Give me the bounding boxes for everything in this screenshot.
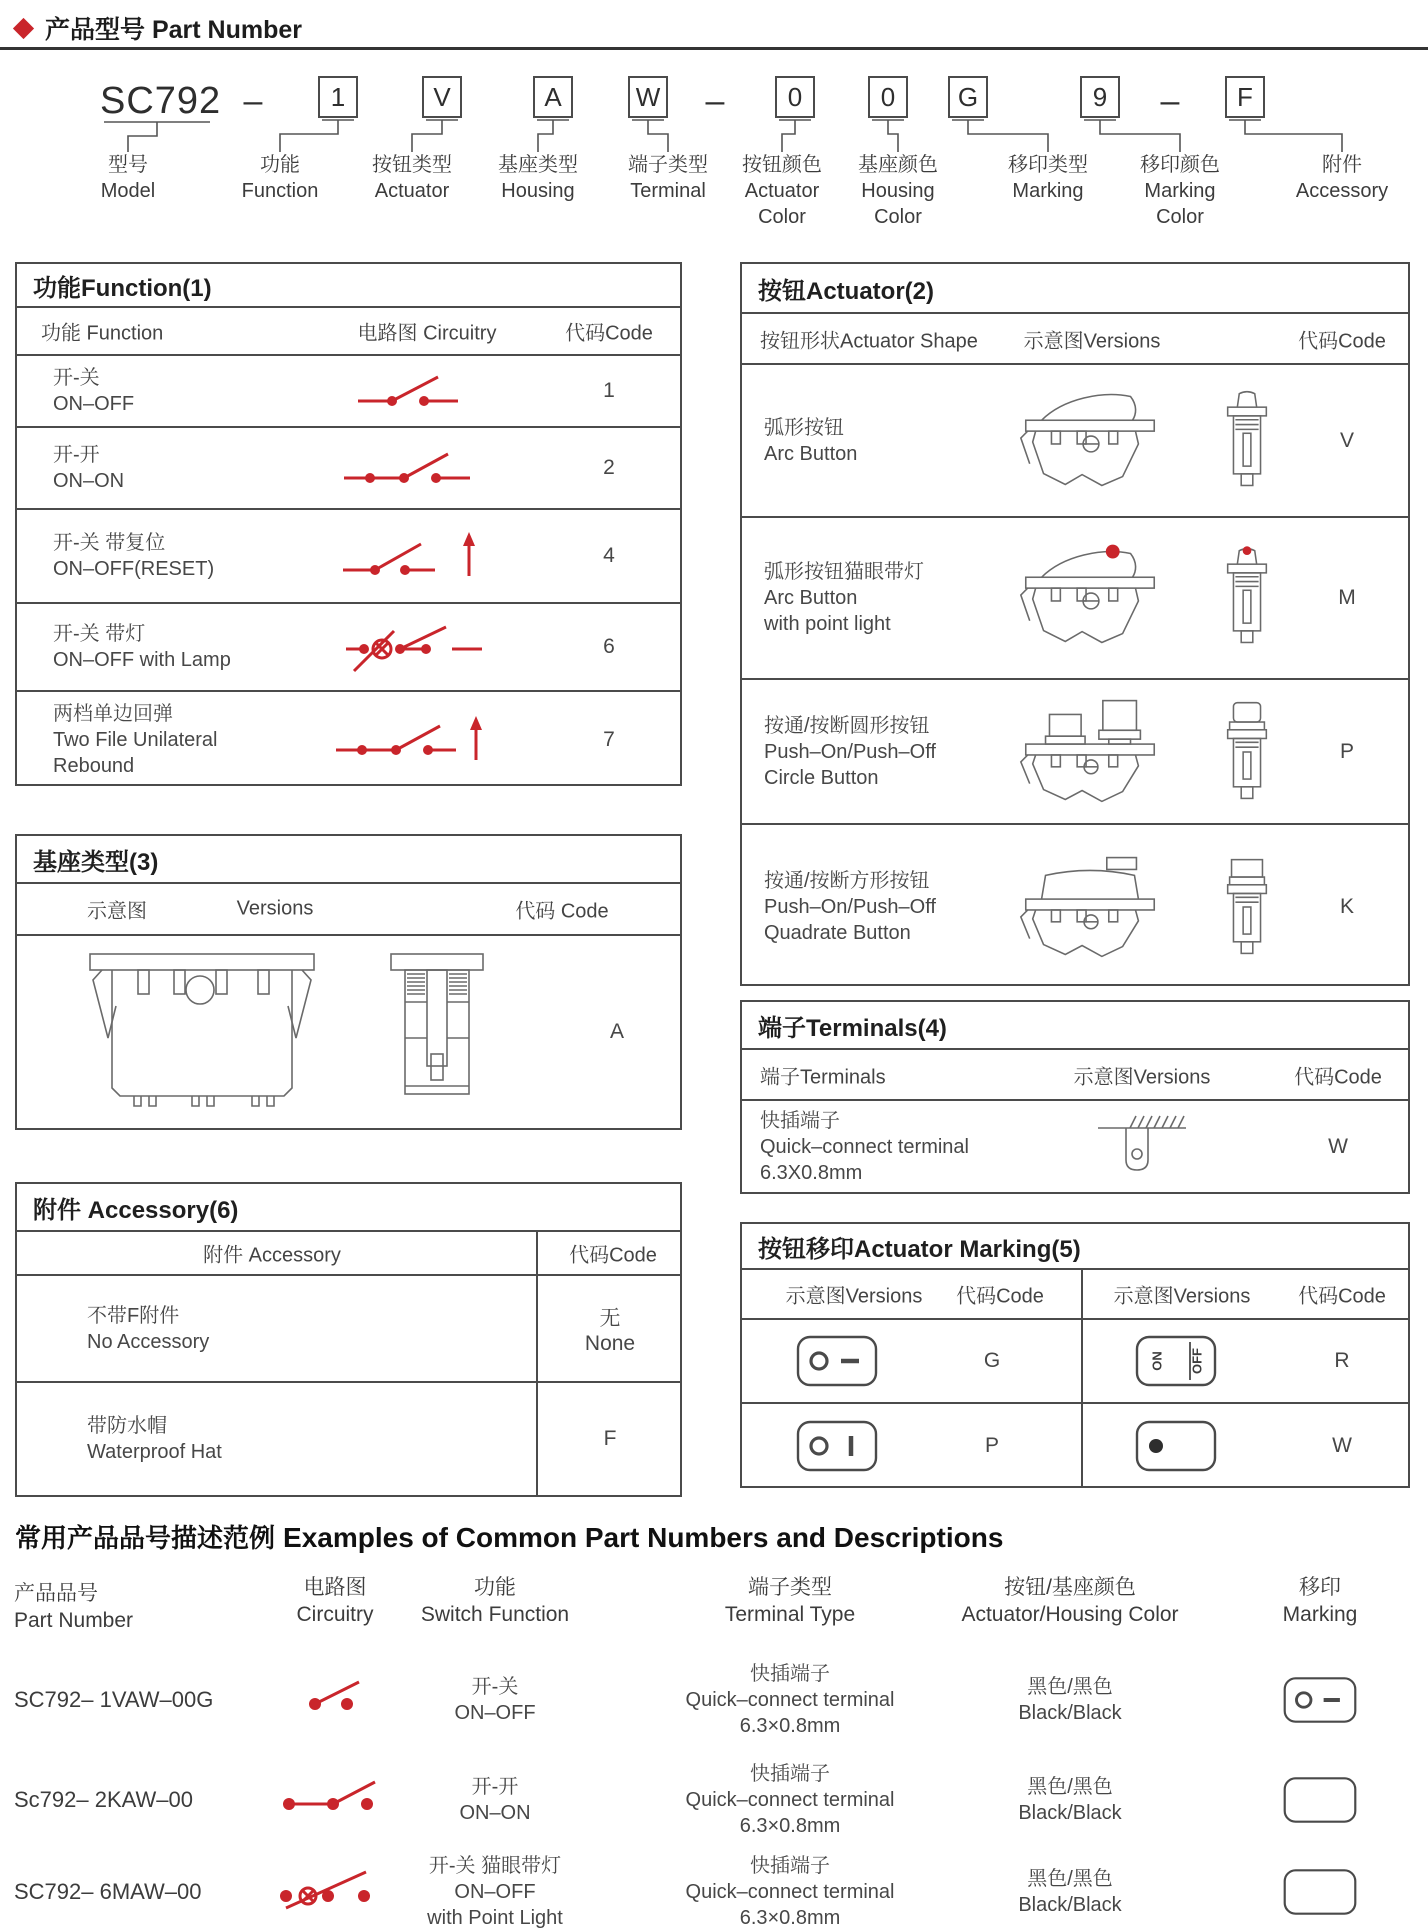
diamond-icon xyxy=(13,17,34,38)
function-table xyxy=(15,262,682,786)
circuit-on-on-icon xyxy=(275,1772,395,1816)
circuit-on-off-lamp-icon xyxy=(270,1862,400,1914)
example-part-number: SC792– 1VAW–00G xyxy=(14,1687,214,1712)
pn-label-housing-color: 基座颜色 Housing Color xyxy=(858,154,938,228)
pn-dash: – xyxy=(1160,82,1180,120)
pn-code-function: 1 xyxy=(318,76,358,118)
housing-side-view-icon xyxy=(381,946,493,1118)
accessory-row-waterproof: 带防水帽 Waterproof Hat F xyxy=(17,1383,680,1495)
example-part-number: SC792– 6MAW–00 xyxy=(14,1879,202,1904)
marking-row-2: P W xyxy=(742,1404,1408,1488)
housing-front-view-icon xyxy=(76,946,328,1118)
housing-table-title: 基座类型(3) xyxy=(17,836,680,884)
col-versions: 示意图Versions xyxy=(785,1285,923,1308)
circuit-on-off-icon xyxy=(354,370,480,412)
function-table-title: 功能Function(1) xyxy=(17,264,680,308)
marking-on-off-icon xyxy=(1134,1334,1218,1388)
col-code: 代码Code xyxy=(565,322,653,345)
marking-dot-icon xyxy=(1134,1419,1218,1473)
accessory-table xyxy=(15,1182,682,1497)
marking-circle-dash-icon xyxy=(1282,1675,1358,1725)
svg-text:ON: ON xyxy=(1149,1351,1165,1371)
page-header xyxy=(16,10,302,46)
ex-col-part-number: 产品品号 Part Number xyxy=(14,1582,134,1632)
push-button-side-view-icon xyxy=(1006,696,1174,808)
housing-row xyxy=(17,936,680,1128)
pn-code-marking: G xyxy=(948,76,988,118)
circuit-on-on-icon xyxy=(342,446,492,490)
marking-circle-dash-icon xyxy=(795,1334,879,1388)
col-circuitry: 电路图 Circuitry xyxy=(357,322,497,345)
pn-label-function: 功能 Function xyxy=(241,154,319,202)
col-versions-en: Versions xyxy=(236,897,314,920)
pn-label-model: 型号 Model xyxy=(100,154,156,202)
actuator-table-title: 按钮Actuator(2) xyxy=(742,264,1408,314)
rocker-front-view-light-icon xyxy=(1218,544,1276,652)
housing-code: A xyxy=(609,1020,625,1043)
col-versions-zh: 示意图 xyxy=(87,900,147,923)
pn-code-accessory: F xyxy=(1225,76,1265,118)
terminal-row: 快插端子 Quick–connect terminal 6.3X0.8mm W xyxy=(760,1109,1348,1184)
housing-table xyxy=(15,834,682,1130)
terminal-code: W xyxy=(1328,1134,1348,1158)
actuator-row-quadrate-button: 按通/按断方形按钮 Push–On/Push–Off Quadrate Button K xyxy=(742,825,1408,988)
marking-row-1: G ON OFF R xyxy=(742,1320,1408,1404)
examples-table: 产品品号 Part Number 电路图 Circuitry 功能 Switch Function 端子类型 Terminal Type 按钮/基座颜色 Actuator/Housing Color 移印 Marking SC792– 1VAW–00G 开-关 ON–OFF 快插端子 Quick–connect terminal 6.3×0.8mm 黑色/黑色 Black/Black Sc792– 2KAW–00 开-开 ON–ON 快插端子 Quick–connect terminal 6.3×0.8mm 黑色/黑色 Black/Black SC792– 6MAW–00 开-关 猫眼带灯 ON–OFF with Point Light 快插端子 Quick–connect terminal 6.3×0.8mm 黑色/黑色 Black/Black xyxy=(14,1576,1358,1929)
svg-text:OFF: OFF xyxy=(1189,1348,1205,1374)
quadrate-button-front-view-icon xyxy=(1218,853,1276,961)
pn-dash: – xyxy=(705,82,725,120)
push-button-front-view-icon xyxy=(1218,698,1276,806)
col-code: 代码 Code xyxy=(515,900,609,923)
quadrate-button-side-view-icon xyxy=(1006,851,1174,963)
col-code: 代码Code xyxy=(569,1244,657,1267)
ex-col-circuitry: 电路图 Circuitry xyxy=(296,1576,374,1626)
col-versions: 示意图Versions xyxy=(1073,1066,1211,1088)
function-row-rebound: 两档单边回弹 Two File Unilateral Rebound 7 xyxy=(53,703,615,777)
pn-code-marking-color: 9 xyxy=(1080,76,1120,118)
rocker-side-view-light-icon xyxy=(1006,543,1174,653)
pn-code-housing: A xyxy=(533,76,573,118)
pn-label-marking-color: 移印颜色 Marking Color xyxy=(1140,154,1220,228)
example-part-number: Sc792– 2KAW–00 xyxy=(14,1787,193,1812)
actuator-table xyxy=(740,262,1410,986)
pn-model: SC792 xyxy=(100,80,222,122)
terminals-table-title: 端子Terminals(4) xyxy=(742,1002,1408,1050)
marking-blank-icon xyxy=(1282,1775,1358,1825)
ex-col-switch-function: 功能 Switch Function xyxy=(420,1576,570,1626)
function-row-on-on: 开-开 ON–ON 2 xyxy=(17,428,680,510)
pn-label-accessory: 附件 Accessory xyxy=(1295,154,1389,202)
col-versions: 示意图Versions xyxy=(1113,1285,1251,1308)
ex-col-marking: 移印 Marking xyxy=(1282,1576,1358,1626)
actuator-row-arc: 弧形按钮 Arc Button V xyxy=(742,365,1408,518)
pn-label-marking: 移印类型 Marking xyxy=(1008,154,1088,202)
pn-label-terminal: 端子类型 Terminal xyxy=(628,154,708,202)
examples-title: 常用产品品号描述范例 Examples of Common Part Numbers and Descriptions xyxy=(15,1522,1004,1553)
col-code: 代码Code xyxy=(956,1285,1044,1308)
col-terminals: 端子Terminals xyxy=(760,1066,886,1088)
pn-label-housing: 基座类型 Housing xyxy=(498,154,578,202)
col-code: 代码Code xyxy=(1298,330,1386,352)
col-versions: 示意图Versions xyxy=(1023,330,1161,352)
col-actuator-shape: 按钮形状Actuator Shape xyxy=(760,330,978,352)
function-row-on-off: 开-关 ON–OFF 1 xyxy=(17,356,680,428)
pn-label-actuator-color: 按钮颜色 Actuator Color xyxy=(742,154,822,228)
col-code: 代码Code xyxy=(1294,1066,1382,1088)
header-rule xyxy=(0,47,1428,50)
actuator-row-circle-button: 按通/按断圆形按钮 Push–On/Push–Off Circle Button P xyxy=(742,680,1408,825)
col-accessory: 附件 Accessory xyxy=(203,1244,341,1267)
marking-blank-icon xyxy=(1282,1867,1358,1917)
col-function: 功能 Function xyxy=(41,322,164,345)
marking-table xyxy=(740,1222,1410,1488)
page-title: 产品型号 Part Number xyxy=(45,16,302,44)
ex-col-terminal-type: 端子类型 Terminal Type xyxy=(724,1576,856,1626)
actuator-row-arc-light: 弧形按钮猫眼带灯 Arc Button with point light M xyxy=(742,518,1408,680)
accessory-row-none: 不带F附件 No Accessory 无 None xyxy=(17,1276,680,1383)
col-code: 代码Code xyxy=(1298,1285,1386,1308)
pn-label-actuator: 按钮类型 Actuator xyxy=(372,154,452,202)
marking-circle-bar-icon xyxy=(795,1419,879,1473)
function-row-on-off-lamp: 开-关 带灯 ON–OFF with Lamp 6 xyxy=(17,604,680,692)
pn-code-actuator: V xyxy=(422,76,462,118)
circuit-rebound-icon xyxy=(334,712,500,768)
quick-connect-terminal-icon xyxy=(1090,1108,1194,1186)
pn-code-actuator-color: 0 xyxy=(775,76,815,118)
marking-table-title: 按钮移印Actuator Marking(5) xyxy=(742,1224,1408,1270)
terminals-table xyxy=(740,1000,1410,1194)
pn-code-terminal: W xyxy=(628,76,668,118)
circuit-on-off-lamp-icon xyxy=(342,619,492,675)
rocker-side-view-icon xyxy=(1006,386,1174,496)
circuit-on-off-reset-icon xyxy=(339,528,495,584)
pn-dash: – xyxy=(243,82,263,120)
accessory-table-title: 附件 Accessory(6) xyxy=(17,1184,680,1232)
ex-col-color: 按钮/基座颜色 Actuator/Housing Color xyxy=(961,1576,1179,1626)
circuit-on-off-icon xyxy=(285,1674,385,1714)
function-row-on-off-reset: 开-关 带复位 ON–OFF(RESET) 4 xyxy=(17,510,680,604)
pn-code-housing-color: 0 xyxy=(868,76,908,118)
rocker-front-view-icon xyxy=(1218,387,1276,495)
